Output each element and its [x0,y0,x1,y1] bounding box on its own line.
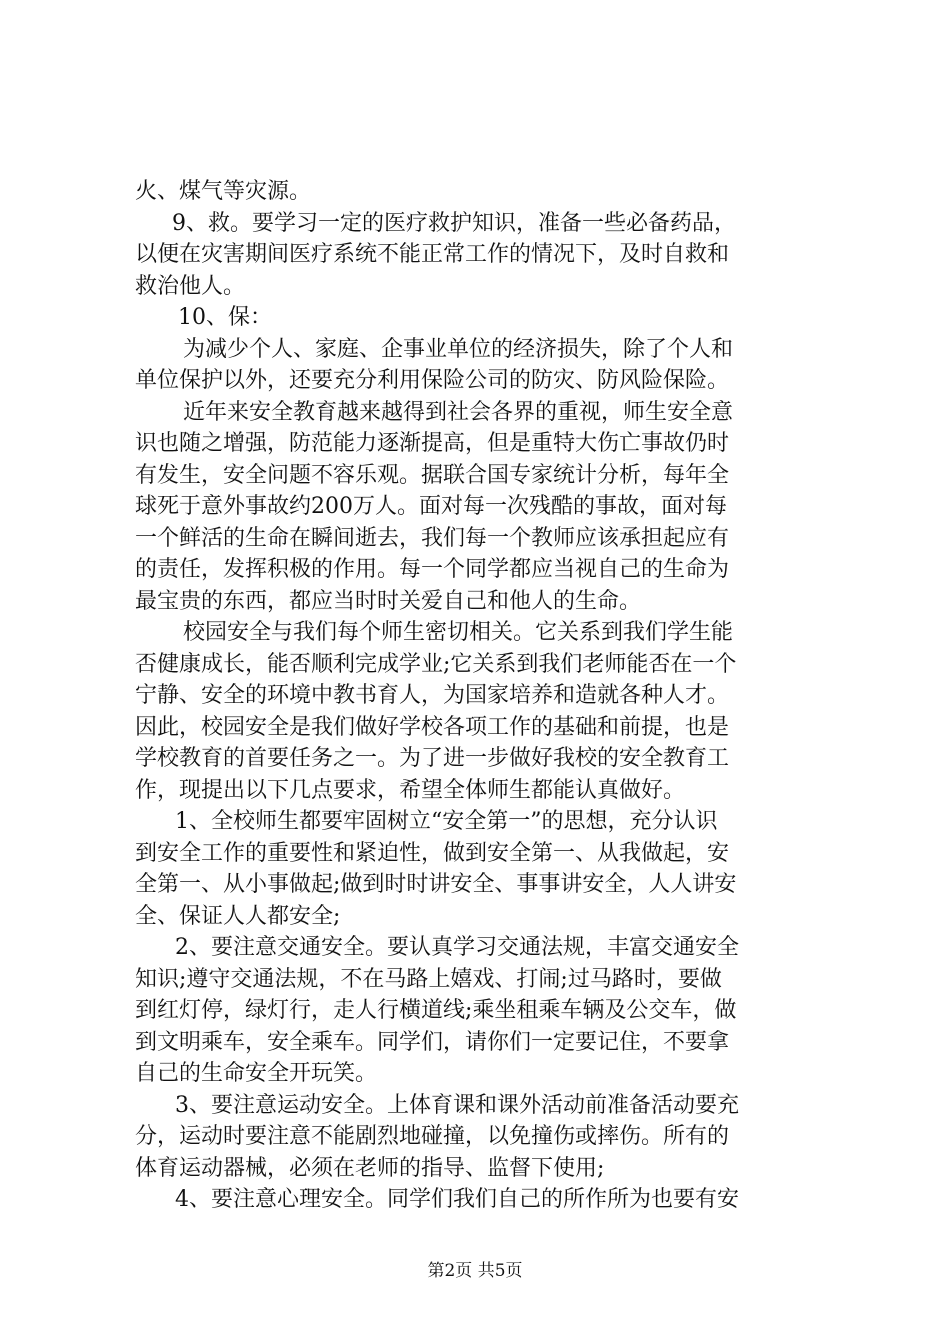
text-line: 为减少个人、家庭、企事业单位的经济损失，除了个人和 [183,336,734,362]
text-line: 否健康成长，能否顺利完成学业;它关系到我们老师能否在一个 [135,651,737,677]
text-line: 校园安全与我们每个师生密切相关。它关系到我们学生能 [183,620,734,645]
text-line: 以便在灾害期间医疗系统不能正常工作的情况下，及时自救和 [135,242,730,267]
text-line: 到安全工作的重要性和紧迫性，做到安全第一、从我做起，安 [135,840,730,866]
text-line: 宁静、安全的环境中教书育人，为国家培养和造就各种人才。 [135,683,730,708]
text-line: 全第一、从小事做起;做到时时讲安全、事事讲安全，人人讲安 [135,872,737,897]
text-line: 近年来安全教育越来越得到社会各界的重视，师生安全意 [183,399,734,425]
text-line: 因此，校园安全是我们做好学校各项工作的基础和前提，也是 [135,714,730,740]
text-line: 体育运动器械，必须在老师的指导、监督下使用; [135,1155,605,1181]
text-line: 自己的生命安全开玩笑。 [135,1061,378,1086]
text-line: 火、煤气等灾源。 [135,179,312,204]
text-line: 1、全校师生都要牢固树立“安全第一”的思想，充分认识 [175,809,718,834]
text-line: 单位保护以外，还要充分利用保险公司的防灾、防风险保险。 [135,368,730,393]
text-line: 学校教育的首要任务之一。为了进一步做好我校的安全教育工 [135,746,730,771]
text-line: 2、要注意交通安全。要认真学习交通法规，丰富交通安全 [175,935,739,960]
text-line: 一个鲜活的生命在瞬间逝去，我们每一个教师应该承担起应有 [135,525,730,551]
text-line: 知识;遵守交通法规，不在马路上嬉戏、打闹;过马路时，要做 [135,966,722,992]
text-line: 到文明乘车，安全乘车。同学们，请你们一定要记住，不要拿 [135,1029,730,1055]
text-line: 救治他人。 [135,273,246,299]
text-line: 9、救。要学习一定的医疗救护知识，准备一些必备药品， [172,210,736,236]
text-line: 10、保： [178,305,272,330]
text-line: 4、要注意心理安全。同学们我们自己的所作所为也要有安 [175,1187,739,1212]
text-line: 最宝贵的东西，都应当时时关爱自己和他人的生命。 [135,588,642,614]
page-number-footer: 第2页 共5页 [427,1261,523,1281]
text-line: 到红灯停，绿灯行，走人行横道线;乘坐租乘车辆及公交车，做 [135,998,737,1023]
text-line: 3、要注意运动安全。上体育课和课外活动前准备活动要充 [175,1092,739,1118]
text-line: 球死于意外事故约200万人。面对每一次残酷的事故，面对每 [135,494,727,519]
text-line: 的责任，发挥积极的作用。每一个同学都应当视自己的生命为 [135,557,730,582]
text-line: 分，运动时要注意不能剧烈地碰撞，以免撞伤或摔伤。所有的 [135,1124,730,1149]
text-line: 有发生，安全问题不容乐观。据联合国专家统计分析，每年全 [135,462,730,488]
text-line: 作，现提出以下几点要求，希望全体师生都能认真做好。 [135,777,686,803]
text-line: 全、保证人人都安全; [135,903,341,929]
text-line: 识也随之增强，防范能力逐渐提高，但是重特大伤亡事故仍时 [135,431,730,456]
